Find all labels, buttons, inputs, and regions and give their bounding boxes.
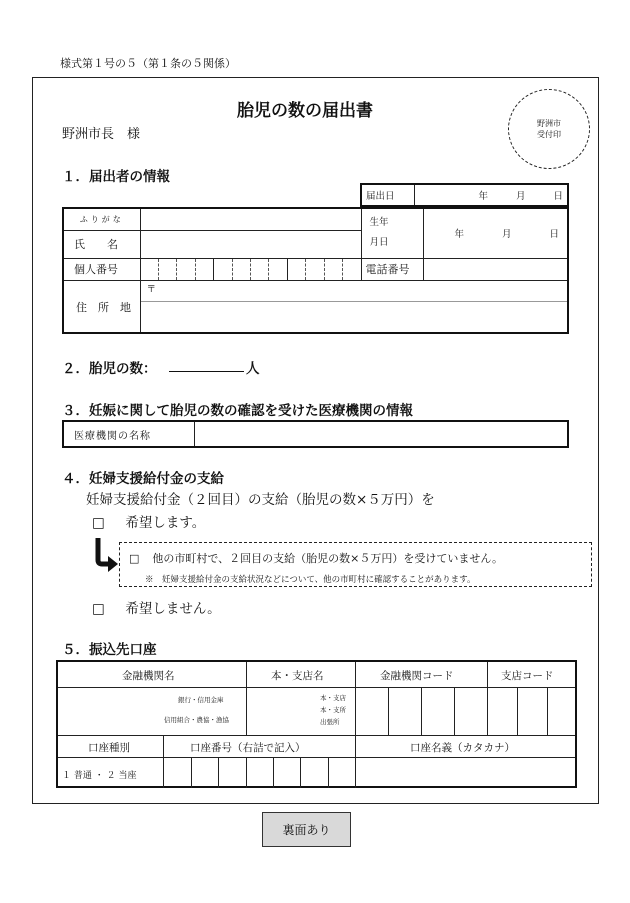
section5-heading: ５．振込先口座: [62, 642, 157, 658]
account-type-header: 口座種別: [88, 742, 130, 754]
branch-type-2: 本・支所: [320, 706, 346, 714]
date-day: 日: [553, 191, 563, 202]
bank-type-2: 信用組合・農協・漁協: [164, 716, 229, 724]
name-input[interactable]: [140, 230, 361, 258]
page-title: 胎児の数の届出書: [237, 101, 373, 121]
branch-type-1: 本・支店: [320, 694, 346, 702]
section2-heading: ２．胎児の数：: [62, 361, 157, 377]
account-number-header: 口座番号（右詰で記入）: [190, 742, 306, 754]
date-label: 届出日: [361, 184, 415, 206]
branch-code-header: 支店コード: [501, 670, 554, 682]
no-wish-label: 希望しません。: [125, 601, 221, 617]
branch-type-3: 出張所: [320, 718, 340, 726]
birth-label-2: 月日: [369, 237, 389, 249]
id-number-input[interactable]: [140, 258, 361, 280]
arrow-down-right-icon: [92, 538, 120, 572]
date-year: 年: [478, 191, 488, 202]
date-month: 月: [515, 191, 526, 202]
phone-input[interactable]: [423, 258, 568, 280]
no-wish-checkbox[interactable]: □: [92, 601, 105, 617]
date-table: [360, 183, 569, 207]
medical-table: [62, 420, 569, 448]
bank-name-header: 金融機関名: [122, 670, 175, 682]
name-label: 氏 名: [63, 230, 140, 258]
birth-day: 日: [549, 229, 559, 241]
fetus-count-unit: 人: [246, 361, 260, 377]
account-holder-header: 口座名義（カタカナ）: [410, 742, 515, 754]
section4-text: 妊婦支援給付金（２回目）の支給（胎児の数×５万円）を: [86, 492, 435, 508]
bank-code-header: 金融機関コード: [380, 670, 454, 682]
birth-year: 年: [454, 229, 464, 241]
wish-label: 希望します。: [125, 515, 206, 531]
stamp-line1: 野洲市: [537, 119, 561, 128]
furigana-label: ふりがな: [63, 208, 140, 230]
form-id: 様式第１号の５（第１条の５関係）: [60, 57, 236, 70]
account-holder-input[interactable]: [356, 758, 575, 788]
birth-month: 月: [501, 229, 512, 241]
postal-mark: 〒: [141, 281, 568, 302]
birth-label-1: 生年: [369, 217, 389, 229]
birthdate-input[interactable]: [423, 208, 568, 258]
section4-heading: ４．妊婦支援給付金の支給: [62, 471, 224, 487]
bank-type-1: 銀行・信用金庫: [178, 696, 224, 704]
not-received-label: 他の市町村で、２回目の支給（胎児の数×５万円）を受けていません。: [152, 552, 504, 565]
furigana-input[interactable]: [140, 208, 361, 230]
medical-label: 医療機関の名称: [63, 421, 195, 447]
note-text: ※ 妊婦支援給付金の支給状況などについて、他の市町村に確認することがあります。: [145, 575, 476, 585]
account-type-choice[interactable]: １ 普通 ・ ２ 当座: [62, 771, 137, 781]
address-input[interactable]: [140, 281, 568, 333]
not-received-checkbox[interactable]: □: [129, 552, 140, 565]
account-number-input[interactable]: [164, 758, 354, 788]
wish-checkbox[interactable]: □: [92, 515, 105, 531]
applicant-table: [62, 207, 569, 334]
stamp-line2: 受付印: [537, 130, 561, 139]
section1-heading: １．届出者の情報: [62, 169, 170, 185]
phone-label: 電話番号: [361, 258, 423, 280]
back-side-button[interactable]: 裏面あり: [262, 812, 351, 847]
section3-heading: ３．妊娠に関して胎児の数の確認を受けた医療機関の情報: [62, 403, 413, 419]
fetus-count-input[interactable]: [169, 370, 244, 372]
medical-name-input[interactable]: [195, 421, 569, 447]
bank-grid: [56, 660, 577, 788]
reception-stamp: [508, 89, 590, 169]
id-number-label: 個人番号: [63, 258, 140, 280]
address-label: 住 所 地: [63, 281, 140, 333]
branch-name-header: 本・支店名: [271, 670, 324, 682]
addressee: 野洲市長 様: [62, 127, 141, 142]
